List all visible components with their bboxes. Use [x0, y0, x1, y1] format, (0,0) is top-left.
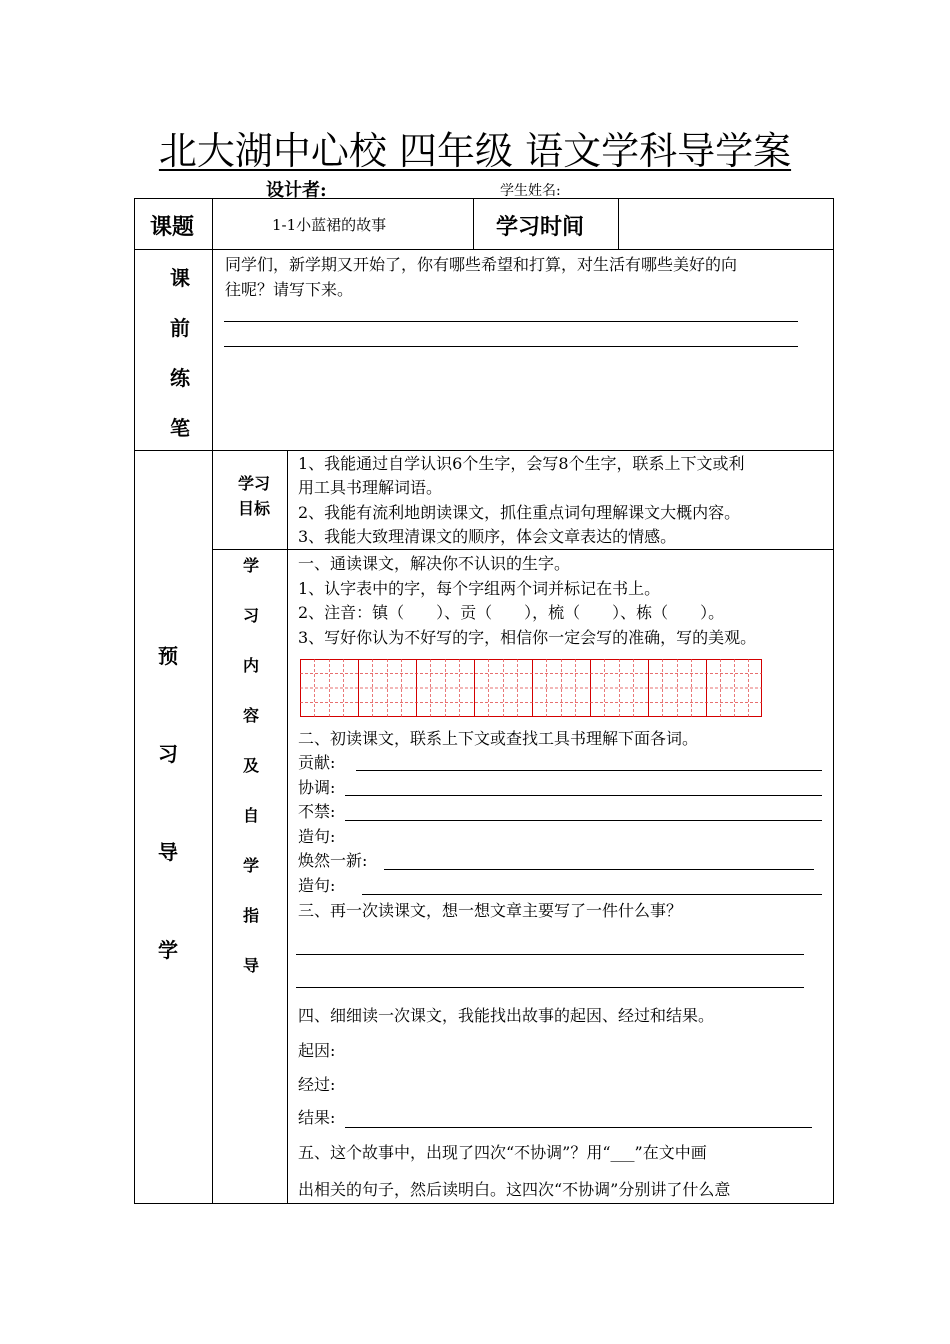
section-heading: 五、这个故事中，出现了四次“不协调”？用“___”在文中画: [298, 1143, 707, 1162]
vocab-label: 焕然一新:: [298, 851, 368, 870]
preview-char: 导: [158, 840, 178, 864]
answer-line[interactable]: [384, 869, 814, 870]
warmup-prompt: 往呢？请写下来。: [225, 280, 354, 299]
sentence-label: 造句:: [298, 827, 336, 846]
writing-grid[interactable]: [300, 659, 762, 717]
content-label-char: 学: [242, 556, 259, 575]
goal-line: 用工具书理解词语。: [298, 478, 443, 497]
warmup-char: 练: [170, 366, 190, 390]
answer-line[interactable]: [345, 1127, 812, 1128]
designer-label: 设计者:: [266, 180, 327, 201]
answer-line[interactable]: [224, 346, 798, 347]
topic-value: 1-1小蓝裙的故事: [272, 216, 387, 234]
content-label-char: 内: [242, 656, 259, 675]
answer-line[interactable]: [345, 795, 822, 796]
page-title: 北大湖中心校 四年级 语文学科导学案: [158, 129, 792, 173]
study-time-label: 学习时间: [496, 214, 585, 240]
task-line: 出相关的句子，然后读明白。这四次“不协调”分别讲了什么意: [298, 1180, 731, 1199]
column-divider: [287, 450, 288, 1204]
answer-line[interactable]: [224, 321, 798, 322]
answer-line[interactable]: [345, 820, 822, 821]
section-heading: 二、初读课文，联系上下文或查找工具书理解下面各词。: [298, 729, 699, 748]
content-label-char: 习: [242, 606, 259, 625]
content-label-char: 学: [242, 856, 259, 875]
preview-char: 预: [158, 644, 178, 668]
goals-label: 学习: [237, 474, 270, 493]
task-line: 1、认字表中的字，每个字组两个词并标记在书上。: [298, 579, 661, 598]
answer-line[interactable]: [296, 987, 804, 988]
story-process-label: 经过:: [298, 1075, 336, 1094]
topic-label: 课题: [150, 214, 195, 240]
answer-line[interactable]: [362, 894, 822, 895]
content-label-char: 及: [242, 756, 259, 775]
goal-line: 3、我能大致理清课文的顺序，体会文章表达的情感。: [298, 527, 677, 546]
sentence-label: 造句:: [298, 876, 336, 895]
goals-label: 目标: [237, 499, 270, 518]
student-name-label: 学生姓名:: [500, 183, 561, 199]
warmup-prompt: 同学们，新学期又开始了，你有哪些希望和打算，对生活有哪些美好的向: [225, 255, 738, 274]
warmup-char: 课: [170, 266, 190, 290]
answer-line[interactable]: [296, 954, 804, 955]
section-heading: 三、再一次读课文，想一想文章主要写了一件什么事？: [298, 901, 683, 920]
column-divider: [618, 198, 619, 250]
preview-char: 学: [158, 938, 178, 962]
goal-line: 2、我能有流利地朗读课文，抓住重点词句理解课文大概内容。: [298, 503, 741, 522]
task-line: 3、写好你认为不好写的字，相信你一定会写的准确，写的美观。: [298, 628, 757, 647]
row-divider: [134, 249, 834, 250]
column-divider: [473, 198, 474, 250]
answer-line[interactable]: [356, 770, 822, 771]
row-divider: [134, 450, 834, 451]
content-label-char: 自: [242, 806, 259, 825]
content-label-char: 导: [242, 956, 259, 975]
row-divider: [212, 549, 834, 550]
section-heading: 一、通读课文，解决你不认识的生字。: [298, 554, 571, 573]
vocab-label: 贡献:: [298, 753, 336, 772]
warmup-char: 前: [170, 316, 190, 340]
preview-char: 习: [158, 742, 178, 766]
warmup-char: 笔: [170, 416, 190, 440]
column-divider: [212, 198, 213, 1204]
story-cause-label: 起因:: [298, 1041, 336, 1060]
content-label-char: 容: [242, 706, 259, 725]
content-label-char: 指: [242, 906, 259, 925]
section-heading: 四、细细读一次课文，我能找出故事的起因、经过和结果。: [298, 1006, 715, 1025]
vocab-label: 协调:: [298, 778, 336, 797]
goal-line: 1、我能通过自学认识6个生字，会写8个生字，联系上下文或利: [298, 454, 745, 473]
pinyin-task: 2、注音：镇（ ）、贡（ ），梳（ ）、栋（ ）。: [298, 603, 725, 622]
story-result-label: 结果:: [298, 1108, 336, 1127]
vocab-label: 不禁:: [298, 802, 336, 821]
